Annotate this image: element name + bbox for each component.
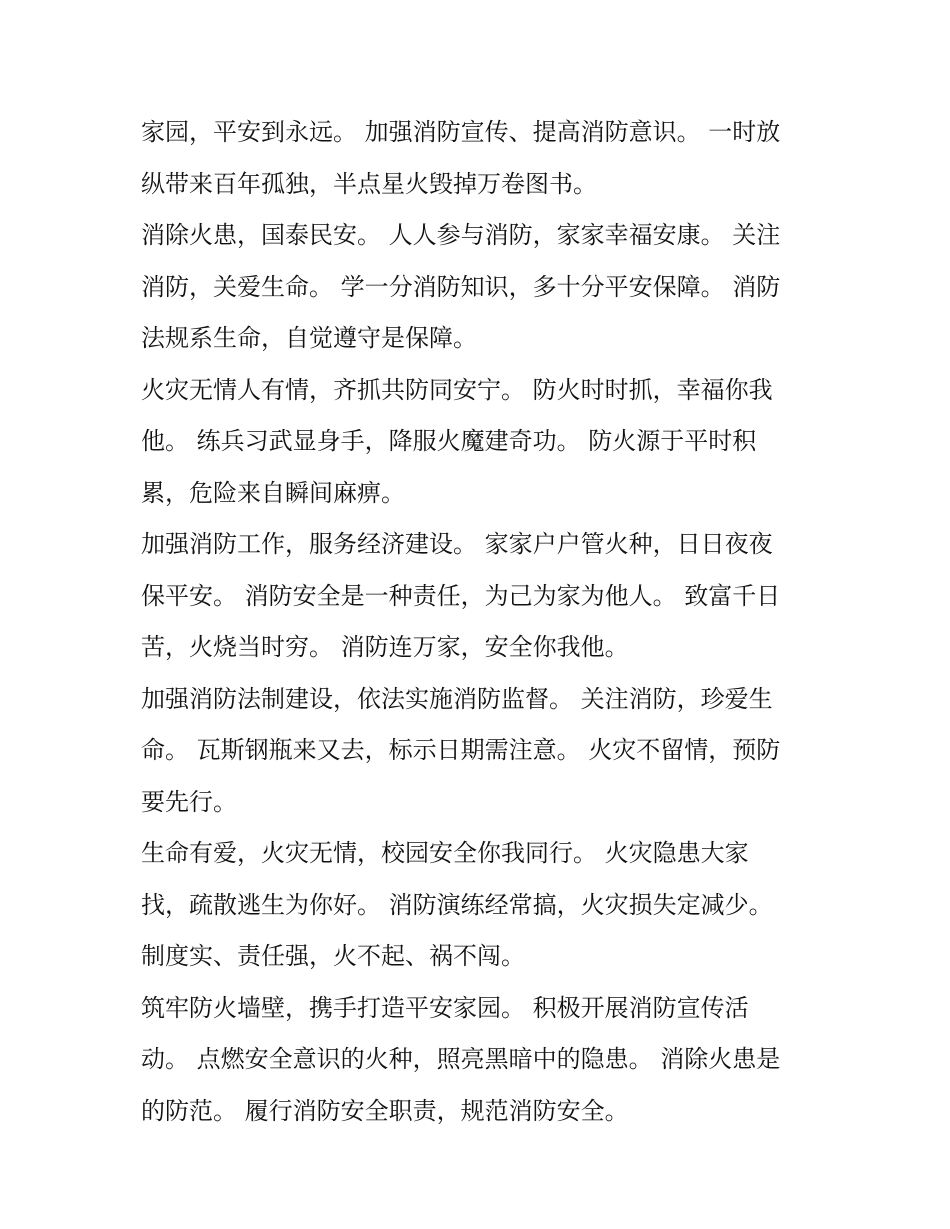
document-body [141, 107, 821, 1137]
text-line: 找，疏散逃生为你好。 消防演练经常搞，火灾损失定减少。 [141, 890, 773, 919]
text-line: 家园，平安到永远。 加强消防宣传、提高消防意识。 一时放 [141, 118, 781, 146]
text-line: 纵带来百年孤独，半点星火毁掉万卷图书。 [141, 169, 597, 198]
text-line: 的防范。 履行消防安全职责，规范消防安全。 [141, 1096, 629, 1125]
text-line: 要先行。 [141, 787, 237, 816]
text-line: 命。 瓦斯钢瓶来又去，标示日期需注意。 火灾不留情，预防 [141, 736, 781, 764]
text-line: 加强消防工作，服务经济建设。 家家户户管火种，日日夜夜 [141, 530, 773, 558]
text-line: 制度实、责任强，火不起、祸不闯。 [141, 942, 525, 970]
text-line: 筑牢防火墙壁，携手打造平安家园。 积极开展消防宣传活 [141, 993, 749, 1022]
text-line: 消防，关爱生命。 学一分消防知识，多十分平安保障。 消防 [141, 272, 781, 301]
text-line: 累，危险来自瞬间麻痹。 [141, 478, 405, 507]
text-line: 他。 练兵习武显身手，降服火魔建奇功。 防火源于平时积 [141, 427, 757, 455]
text-line: 生命有爱，火灾无情，校园安全你我同行。 火灾隐患大家 [141, 839, 749, 867]
text-line: 苦，火烧当时穷。 消防连万家，安全你我他。 [141, 633, 629, 661]
text-line: 消除火患，国泰民安。 人人参与消防，家家幸福安康。 关注 [141, 221, 781, 249]
text-line: 火灾无情人有情，齐抓共防同安宁。 防火时时抓，幸福你我 [141, 375, 773, 404]
text-line: 动。 点燃安全意识的火种，照亮黑暗中的隐患。 消除火患是 [141, 1045, 781, 1073]
text-line: 加强消防法制建设，依法实施消防监督。 关注消防，珍爱生 [141, 684, 773, 713]
text-line: 保平安。 消防安全是一种责任，为己为家为他人。 致富千日 [141, 581, 781, 610]
text-line: 法规系生命，自觉遵守是保障。 [141, 324, 477, 352]
